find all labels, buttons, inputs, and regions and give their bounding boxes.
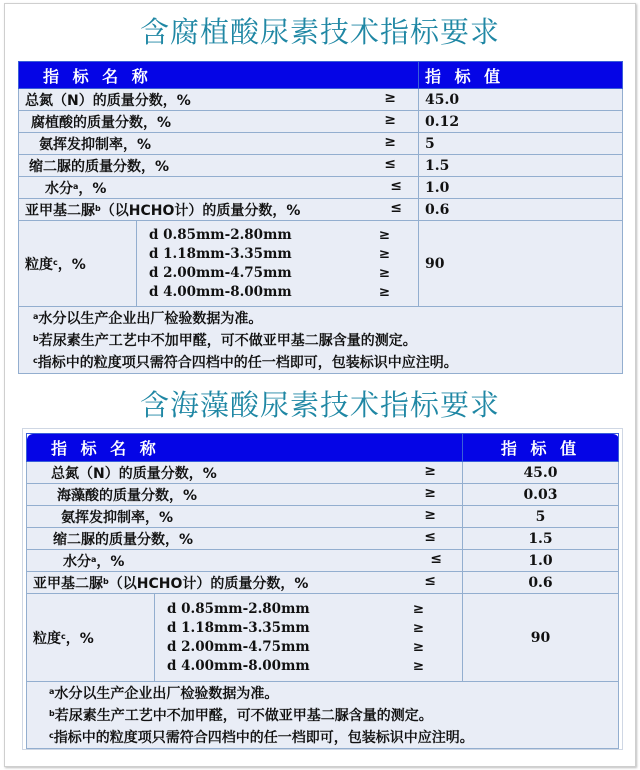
row-value: 1.0: [463, 550, 619, 572]
footnote-mark: a: [91, 554, 97, 564]
particle-row: [27, 594, 619, 682]
table-row: [19, 155, 623, 177]
size-range: d 4.00mm-8.00mm ≥: [167, 657, 424, 674]
row-name: 水分$^a$，%: [63, 553, 125, 570]
footnote: $^c$指标中的粒度项只需符合四档中的任一档即可，包装标识中应注明。: [49, 730, 474, 746]
relation-symbol: ≤: [390, 199, 402, 216]
footnote: $^b$若尿素生产工艺中不加甲醛，可不做亚甲基二脲含量的测定。: [49, 708, 433, 724]
footnote: $^a$水分以生产企业出厂检验数据为准。: [49, 686, 279, 702]
section-1-table: [18, 61, 623, 374]
footnote: $^b$若尿素生产工艺中不加甲醛，可不做亚甲基二脲含量的测定。: [33, 333, 417, 349]
relation-symbol: ≤: [384, 155, 396, 172]
footnote-mark: c: [53, 257, 58, 267]
header-name: 指 标 名 称: [19, 62, 419, 89]
table-row: [27, 506, 619, 528]
size-range: d 1.18mm-3.35mm ≥: [167, 619, 424, 636]
footnote-mark: c: [61, 631, 66, 641]
footnote: $^a$水分以生产企业出厂检验数据为准。: [33, 311, 263, 327]
row-value: 45.0: [419, 89, 623, 111]
header-name: 指 标 名 称: [27, 434, 463, 462]
row-value: 90: [463, 594, 619, 682]
relation-symbol: ≤: [424, 572, 436, 589]
row-name: 水分$^a$，%: [45, 180, 107, 197]
row-value: 1.5: [463, 528, 619, 550]
row-value: 45.0: [463, 462, 619, 484]
table-row: [19, 177, 623, 199]
table-row: [27, 528, 619, 550]
notes-row: [19, 307, 623, 374]
relation-symbol: ≥: [424, 484, 436, 501]
footnote-mark: b: [95, 203, 101, 213]
section-2-title: 含海藻酸尿素技术指标要求: [139, 388, 500, 422]
relation-symbol: ≤: [424, 528, 436, 545]
size-range: d 4.00mm-8.00mm ≥: [149, 283, 390, 300]
relation-symbol: ≤: [430, 550, 442, 567]
table-row: [27, 572, 619, 594]
row-value: 5: [463, 506, 619, 528]
row-value: 0.12: [419, 111, 623, 133]
table-row: [19, 89, 623, 111]
row-name: 总氮（N）的质量分数，%: [51, 465, 217, 482]
row-name: 海藻酸的质量分数，%: [57, 487, 198, 504]
row-value: 0.6: [419, 199, 623, 221]
table-row: [19, 111, 623, 133]
header-value: 指 标 值: [419, 62, 623, 89]
size-range: d 2.00mm-4.75mm ≥: [167, 638, 424, 655]
particle-row: [19, 221, 623, 307]
row-name: 腐植酸的质量分数，%: [31, 114, 172, 131]
header-value: 指 标 值: [463, 434, 619, 462]
row-value: 5: [419, 133, 623, 155]
relation-symbol: ≥: [384, 133, 396, 150]
size-range: d 0.85mm-2.80mm ≥: [167, 600, 424, 617]
relation-symbol: ≥: [384, 111, 396, 128]
section-1-title: 含腐植酸尿素技术指标要求: [139, 15, 500, 49]
row-name: 缩二脲的质量分数，%: [29, 158, 170, 175]
footnote: $^c$指标中的粒度项只需符合四档中的任一档即可，包装标识中应注明。: [33, 355, 458, 371]
relation-symbol: ≥: [424, 506, 436, 523]
footnote-mark: b: [103, 576, 109, 586]
row-name: 氨挥发抑制率，%: [61, 509, 174, 526]
row-value: 1.5: [419, 155, 623, 177]
row-name: 亚甲基二脲$^b$（以HCHO计）的质量分数，%: [33, 575, 309, 592]
table-row: [19, 199, 623, 221]
row-name: 缩二脲的质量分数，%: [53, 531, 194, 548]
row-name: 粒度$^c$，%: [33, 630, 94, 647]
table-row: [27, 484, 619, 506]
footnote-mark: a: [73, 181, 79, 191]
table-row: [27, 550, 619, 572]
row-name: 总氮（N）的质量分数，%: [25, 92, 191, 109]
relation-symbol: ≥: [424, 462, 436, 479]
row-name: 氨挥发抑制率，%: [39, 136, 152, 153]
size-range: d 2.00mm-4.75mm ≥: [149, 264, 390, 281]
row-name: 亚甲基二脲$^b$（以HCHO计）的质量分数，%: [25, 202, 301, 219]
section-2-table: [26, 433, 619, 749]
relation-symbol: ≥: [384, 89, 396, 106]
relation-symbol: ≤: [390, 177, 402, 194]
row-value: 1.0: [419, 177, 623, 199]
table-row: [19, 133, 623, 155]
notes-row: [27, 682, 619, 749]
row-value: 0.03: [463, 484, 619, 506]
row-name: 粒度$^c$，%: [25, 256, 86, 273]
row-value: 90: [419, 221, 623, 307]
row-value: 0.6: [463, 572, 619, 594]
size-range: d 0.85mm-2.80mm ≥: [149, 226, 390, 243]
table-row: [27, 462, 619, 484]
size-range: d 1.18mm-3.35mm ≥: [149, 245, 390, 262]
